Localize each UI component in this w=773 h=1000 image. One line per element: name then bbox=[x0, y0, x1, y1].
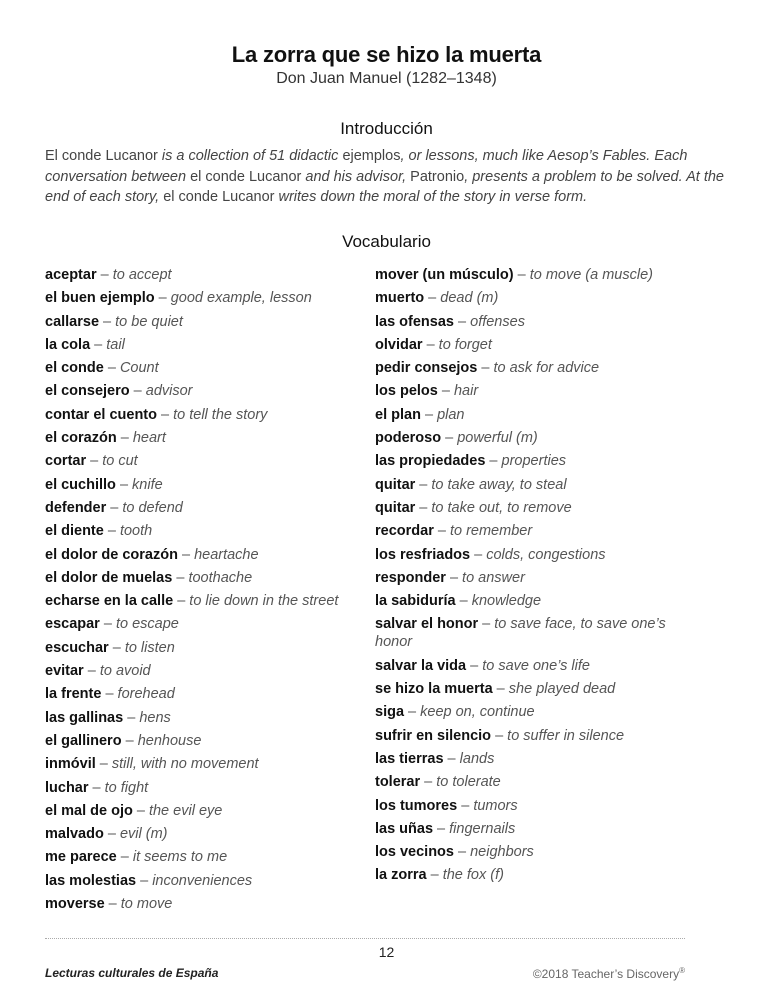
vocab-entry bbox=[375, 522, 675, 540]
vocab-dash: – bbox=[422, 336, 439, 353]
intro-heading: Introducción bbox=[340, 119, 433, 138]
vocab-term: luchar bbox=[45, 779, 89, 796]
vocab-definition: offenses bbox=[470, 313, 525, 330]
vocab-dash: – bbox=[441, 430, 458, 447]
vocab-definition: to lie down in the street bbox=[189, 593, 339, 610]
vocab-definition: to listen bbox=[124, 639, 175, 656]
vocab-entry bbox=[375, 680, 675, 698]
vocab-term: olvidar bbox=[375, 336, 423, 353]
vocab-term: escapar bbox=[45, 616, 100, 633]
vocab-entry bbox=[375, 820, 675, 838]
vocab-entry bbox=[45, 895, 365, 913]
vocab-dash: – bbox=[106, 499, 123, 516]
vocab-term: el corazón bbox=[45, 430, 117, 447]
vocab-definition: toothache bbox=[188, 569, 253, 586]
vocab-entry bbox=[45, 872, 365, 890]
book-title: Lecturas culturales de España bbox=[45, 966, 219, 980]
vocab-definition: the fox (f) bbox=[442, 867, 504, 884]
vocab-definition: to move (a muscle) bbox=[529, 267, 653, 283]
vocab-definition: tooth bbox=[119, 523, 153, 540]
vocab-entry bbox=[375, 313, 675, 331]
vocab-term: el plan bbox=[375, 406, 421, 423]
vocab-term: siga bbox=[375, 704, 405, 721]
vocab-definition: still, with no movement bbox=[111, 756, 259, 773]
vocab-dash: – bbox=[478, 616, 495, 633]
vocab-definition: to accept bbox=[112, 267, 172, 283]
vocab-definition: tumors bbox=[473, 797, 518, 814]
vocab-entry bbox=[375, 406, 675, 424]
vocab-term: sufrir en silencio bbox=[375, 727, 492, 744]
vocab-dash: – bbox=[99, 616, 116, 633]
vocab-entry bbox=[375, 569, 675, 587]
vocab-definition: fingernails bbox=[449, 820, 516, 837]
vocab-dash: – bbox=[88, 779, 105, 796]
vocab-definition: keep on, continue bbox=[420, 704, 535, 721]
vocab-term: los pelos bbox=[375, 383, 438, 400]
intro-segment: El conde Lucanor bbox=[45, 148, 162, 164]
vocab-dash: – bbox=[453, 844, 471, 861]
vocab-entry bbox=[45, 848, 365, 866]
vocab-entry bbox=[45, 359, 365, 377]
vocab-term: salvar el honor bbox=[375, 616, 479, 633]
vocab-entry bbox=[45, 429, 365, 447]
vocab-dash: – bbox=[177, 546, 195, 563]
vocab-definition: powerful (m) bbox=[457, 430, 538, 447]
vocab-entry bbox=[45, 546, 365, 564]
intro-segment: el conde Lucanor bbox=[190, 168, 306, 185]
vocab-definition: properties bbox=[501, 453, 567, 470]
vocab-dash: – bbox=[172, 569, 189, 586]
vocab-definition: it seems to me bbox=[132, 849, 228, 866]
vocab-term: los tumores bbox=[375, 797, 458, 814]
vocab-entry bbox=[375, 382, 675, 400]
vocab-term: la sabiduría bbox=[375, 593, 456, 610]
vocab-dash: – bbox=[433, 820, 450, 837]
vocab-term: las uñas bbox=[375, 820, 434, 837]
vocab-term: las molestias bbox=[45, 872, 137, 889]
vocab-term: los resfriados bbox=[375, 546, 471, 563]
vocab-term: el buen ejemplo bbox=[45, 290, 155, 307]
vocab-term: el diente bbox=[45, 523, 104, 540]
vocab-term: inmóvil bbox=[45, 756, 96, 773]
vocab-dash: – bbox=[445, 569, 463, 586]
vocab-dash: – bbox=[90, 336, 107, 353]
vocab-definition: lands bbox=[459, 750, 495, 767]
vocab-definition: dead (m) bbox=[440, 290, 499, 307]
vocab-term: el dolor de muelas bbox=[45, 569, 173, 586]
vocab-definition: to be quiet bbox=[115, 313, 183, 330]
vocab-term: las ofensas bbox=[375, 313, 454, 330]
vocab-dash: – bbox=[99, 313, 116, 330]
vocab-entry bbox=[375, 429, 675, 447]
vocab-definition: to ask for advice bbox=[493, 360, 600, 377]
vocab-definition: to fight bbox=[104, 779, 149, 796]
vocab-entry bbox=[45, 406, 365, 424]
vocab-dash: – bbox=[437, 383, 454, 400]
vocab-term: la cola bbox=[45, 336, 91, 353]
author-line: Don Juan Manuel (1282–1348) bbox=[276, 70, 497, 87]
vocab-term: evitar bbox=[45, 663, 84, 680]
vocab-definition: henhouse bbox=[137, 732, 202, 749]
vocab-definition: good example, lesson bbox=[170, 290, 312, 307]
vocab-entry bbox=[375, 727, 675, 745]
vocab-dash: – bbox=[426, 867, 443, 884]
vocab-term: quitar bbox=[375, 499, 416, 516]
vocab-definition: knowledge bbox=[471, 593, 542, 610]
vocab-entry bbox=[375, 546, 675, 564]
intro-paragraph bbox=[45, 146, 735, 208]
vocab-definition: neighbors bbox=[470, 844, 534, 861]
vocab-definition: evil (m) bbox=[119, 826, 168, 843]
vocab-entry bbox=[45, 592, 365, 610]
vocab-term: quitar bbox=[375, 476, 416, 493]
vocab-dash: – bbox=[513, 267, 530, 283]
vocab-entry bbox=[375, 359, 675, 377]
vocab-entry bbox=[375, 657, 675, 675]
vocab-entry bbox=[375, 797, 675, 815]
vocab-term: la zorra bbox=[375, 867, 427, 884]
copyright-text: ©2018 Teacher’s Discovery bbox=[532, 967, 680, 981]
vocab-term: el consejero bbox=[45, 383, 130, 400]
vocab-entry bbox=[45, 522, 365, 540]
vocab-definition: hens bbox=[139, 709, 171, 726]
vocab-term: poderoso bbox=[375, 430, 442, 447]
vocab-heading: Vocabulario bbox=[342, 232, 431, 251]
vocab-term: echarse en la calle bbox=[45, 593, 174, 610]
vocab-dash: – bbox=[132, 802, 149, 819]
vocab-term: mover (un músculo) bbox=[375, 267, 514, 283]
vocab-definition: forehead bbox=[117, 686, 175, 703]
vocab-entry bbox=[375, 866, 675, 884]
vocab-definition: to take away, to steal bbox=[431, 476, 567, 493]
vocab-dash: – bbox=[121, 732, 138, 749]
vocab-dash: – bbox=[457, 797, 474, 814]
vocab-dash: – bbox=[491, 727, 508, 744]
vocab-dash: – bbox=[466, 657, 483, 674]
intro-segment: writes down the moral of the story in verse form. bbox=[278, 189, 588, 205]
vocab-term: el cuchillo bbox=[45, 476, 116, 493]
vocab-entry bbox=[45, 476, 365, 494]
vocab-term: muerto bbox=[375, 290, 425, 307]
copyright bbox=[485, 966, 685, 981]
vocab-dash: – bbox=[415, 476, 432, 493]
vocab-definition: to escape bbox=[115, 616, 179, 633]
vocab-entry bbox=[375, 843, 675, 861]
vocab-dash: – bbox=[415, 499, 432, 516]
vocab-dash: – bbox=[83, 663, 100, 680]
vocab-entry bbox=[45, 825, 365, 843]
vocab-dash: – bbox=[129, 383, 146, 400]
vocab-term: responder bbox=[375, 569, 446, 586]
vocab-definition: to cut bbox=[102, 453, 138, 470]
vocab-definition: to defend bbox=[122, 499, 183, 516]
vocab-entry bbox=[45, 382, 365, 400]
vocab-definition: to save one’s life bbox=[482, 657, 590, 674]
vocab-definition: to take out, to remove bbox=[431, 499, 572, 516]
vocab-definition: heartache bbox=[194, 546, 259, 563]
vocab-list-left bbox=[45, 266, 365, 918]
vocab-term: tolerar bbox=[375, 774, 421, 791]
vocab-definition: to tolerate bbox=[436, 774, 501, 791]
vocab-definition: to answer bbox=[462, 569, 525, 586]
vocab-entry bbox=[45, 452, 365, 470]
vocab-definition: she played dead bbox=[508, 681, 616, 698]
vocab-dash: – bbox=[454, 313, 471, 330]
vocab-term: aceptar bbox=[45, 267, 97, 283]
vocab-dash: – bbox=[455, 593, 472, 610]
vocab-dash: – bbox=[485, 453, 502, 470]
vocab-definition: to forget bbox=[438, 336, 492, 353]
vocab-definition: Count bbox=[119, 360, 159, 377]
page-title: La zorra que se hizo la muerta bbox=[231, 42, 542, 67]
vocab-entry bbox=[375, 615, 675, 651]
vocab-entry bbox=[45, 615, 365, 633]
vocab-entry bbox=[45, 755, 365, 773]
vocab-definition: advisor bbox=[145, 383, 193, 400]
vocab-dash: – bbox=[95, 756, 112, 773]
vocab-dash: – bbox=[86, 453, 103, 470]
vocab-definition: heart bbox=[132, 430, 166, 447]
vocab-dash: – bbox=[420, 774, 437, 791]
intro-segment: is a collection of 51 didactic bbox=[161, 148, 343, 164]
vocab-entry bbox=[375, 703, 675, 721]
vocab-entry bbox=[45, 779, 365, 797]
vocab-dash: – bbox=[136, 872, 153, 889]
vocab-dash: – bbox=[103, 523, 120, 540]
vocab-dash: – bbox=[101, 686, 118, 703]
vocab-dash: – bbox=[420, 406, 438, 423]
intro-segment: , presents a problem to be solved. At the end of each story, bbox=[45, 168, 724, 205]
vocab-entry bbox=[45, 802, 365, 820]
intro-segment: and his advisor, bbox=[305, 168, 411, 185]
vocab-definition: tail bbox=[106, 336, 125, 353]
vocab-term: contar el cuento bbox=[45, 406, 157, 423]
vocab-dash: – bbox=[123, 709, 140, 726]
vocab-term: el gallinero bbox=[45, 732, 122, 749]
vocab-dash: – bbox=[477, 360, 494, 377]
vocab-definition: hair bbox=[453, 383, 479, 400]
vocab-dash: – bbox=[173, 593, 190, 610]
vocab-dash: – bbox=[108, 639, 125, 656]
vocab-definition: the evil eye bbox=[148, 802, 223, 819]
vocab-definition: knife bbox=[132, 476, 163, 493]
intro-segment: , or lessons, much like Aesop’s Fables. Each conversation between bbox=[45, 148, 688, 185]
footer-divider bbox=[45, 938, 685, 939]
vocab-entry bbox=[45, 685, 365, 703]
vocab-term: me parece bbox=[45, 849, 117, 866]
vocab-term: malvado bbox=[45, 826, 104, 843]
vocab-dash: – bbox=[154, 290, 171, 307]
vocab-entry bbox=[45, 266, 365, 284]
vocab-definition: to suffer in silence bbox=[507, 727, 625, 744]
vocab-dash: – bbox=[104, 896, 121, 913]
vocab-definition: to avoid bbox=[99, 663, 151, 680]
vocab-term: las gallinas bbox=[45, 709, 124, 726]
vocab-dash: – bbox=[492, 681, 509, 698]
vocab-entry bbox=[45, 336, 365, 354]
intro-segment: Patronio bbox=[410, 168, 465, 185]
vocab-entry bbox=[375, 773, 675, 791]
vocab-entry bbox=[45, 732, 365, 750]
vocab-term: el mal de ojo bbox=[45, 802, 133, 819]
vocab-entry bbox=[45, 639, 365, 657]
vocab-entry bbox=[45, 289, 365, 307]
vocab-term: salvar la vida bbox=[375, 657, 467, 674]
vocab-dash: – bbox=[103, 826, 120, 843]
vocab-dash: – bbox=[404, 704, 421, 721]
vocab-term: las propiedades bbox=[375, 453, 486, 470]
vocab-dash: – bbox=[424, 290, 441, 307]
vocab-dash: – bbox=[470, 546, 487, 563]
vocab-term: la frente bbox=[45, 686, 102, 703]
vocab-entry bbox=[45, 569, 365, 587]
vocab-dash: – bbox=[103, 360, 120, 377]
vocab-definition: to remember bbox=[449, 523, 533, 540]
vocab-entry bbox=[375, 592, 675, 610]
vocab-entry bbox=[375, 336, 675, 354]
vocab-list-right bbox=[375, 266, 675, 890]
intro-segment: el conde Lucanor bbox=[163, 189, 279, 205]
vocab-definition: to move bbox=[120, 896, 173, 913]
vocab-term: moverse bbox=[45, 896, 105, 913]
vocab-definition: plan bbox=[437, 406, 465, 423]
vocab-term: callarse bbox=[45, 313, 100, 330]
vocab-term: defender bbox=[45, 499, 107, 516]
vocab-entry bbox=[375, 499, 675, 517]
vocab-definition: to save face, to save one’s honor bbox=[375, 616, 666, 651]
vocab-definition: inconveniences bbox=[152, 872, 253, 889]
vocab-entry bbox=[375, 476, 675, 494]
vocab-dash: – bbox=[96, 267, 113, 283]
vocab-dash: – bbox=[115, 476, 133, 493]
vocab-term: se hizo la muerta bbox=[375, 681, 493, 698]
vocab-term: pedir consejos bbox=[375, 360, 478, 377]
vocab-term: los vecinos bbox=[375, 844, 454, 861]
vocab-dash: – bbox=[433, 523, 450, 540]
vocab-entry bbox=[375, 289, 675, 307]
vocab-dash: – bbox=[116, 849, 133, 866]
vocab-entry bbox=[375, 452, 675, 470]
intro-segment: ejemplos bbox=[342, 148, 401, 164]
registered-mark: ® bbox=[679, 966, 685, 975]
vocab-entry bbox=[45, 499, 365, 517]
vocab-entry bbox=[375, 266, 675, 284]
vocab-entry bbox=[45, 662, 365, 680]
vocab-entry bbox=[45, 709, 365, 727]
vocab-dash: – bbox=[157, 406, 174, 423]
vocab-term: escuchar bbox=[45, 639, 109, 656]
vocab-term: el dolor de corazón bbox=[45, 546, 178, 563]
vocab-term: las tierras bbox=[375, 750, 444, 767]
vocab-entry bbox=[375, 750, 675, 768]
vocab-definition: to tell the story bbox=[173, 406, 268, 423]
vocab-term: cortar bbox=[45, 453, 87, 470]
page-number: 12 bbox=[378, 944, 395, 960]
vocab-dash: – bbox=[443, 750, 460, 767]
vocab-term: el conde bbox=[45, 360, 104, 377]
vocab-definition: colds, congestions bbox=[486, 546, 606, 563]
vocab-entry bbox=[45, 313, 365, 331]
vocab-dash: – bbox=[116, 430, 133, 447]
vocab-term: recordar bbox=[375, 523, 434, 540]
